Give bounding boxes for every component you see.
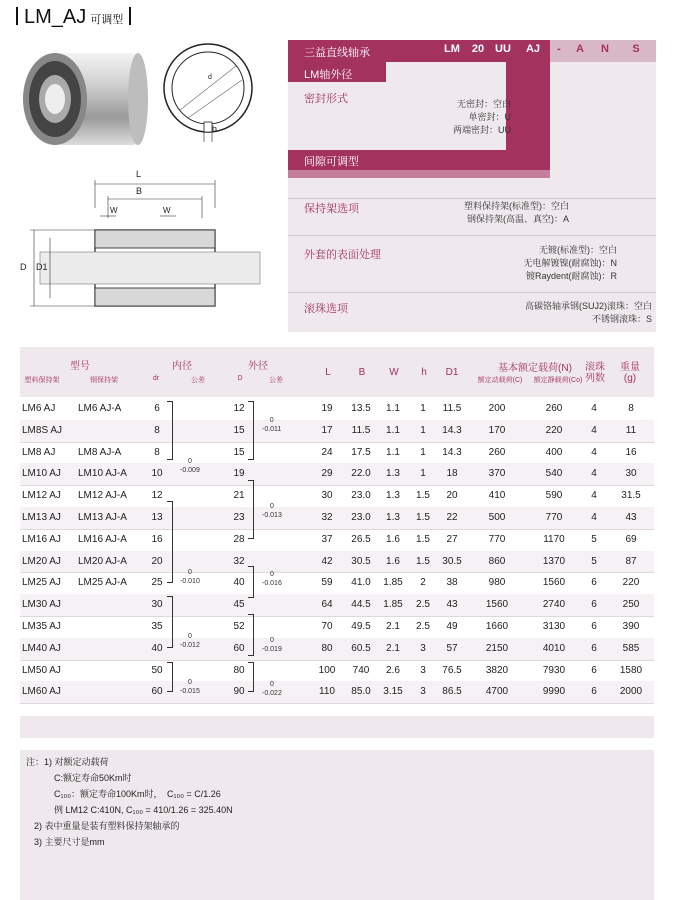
outer-tol-3: 0 -0.016 bbox=[262, 571, 282, 587]
cell-D1: 76.5 bbox=[442, 664, 462, 676]
cell-W: 1.6 bbox=[386, 533, 400, 545]
cell-dr: 60 bbox=[151, 686, 163, 698]
cell-D1: 11.5 bbox=[442, 403, 462, 414]
cell-W: 1.3 bbox=[386, 490, 400, 502]
cell-m2: LM8 AJ-A bbox=[78, 446, 122, 458]
cell-C: 200 bbox=[488, 403, 506, 414]
cell-L: 30 bbox=[321, 490, 333, 502]
dim-d: d bbox=[208, 74, 212, 81]
cell-h: 3 bbox=[420, 642, 426, 654]
cell-C: 770 bbox=[488, 533, 506, 545]
cell-dr: 35 bbox=[151, 621, 163, 632]
cell-W: 1.85 bbox=[383, 577, 403, 589]
cell-m2: LM12 AJ-A bbox=[78, 490, 127, 502]
cell-n: 6 bbox=[591, 664, 597, 676]
surface-option-ni: 无电解镀镍(耐腐蚀)：N bbox=[523, 258, 617, 268]
outer-label: LM轴外径 bbox=[304, 69, 353, 81]
cell-D: 52 bbox=[233, 621, 245, 632]
cell-D: 19 bbox=[233, 468, 245, 480]
inner-tol-3: 0 -0.012 bbox=[180, 633, 200, 649]
cell-C: 410 bbox=[488, 490, 506, 502]
inner-bracket-1 bbox=[167, 401, 173, 460]
code-20: 20 bbox=[471, 43, 485, 55]
cell-g: 8 bbox=[628, 403, 634, 414]
cell-Co: 260 bbox=[545, 403, 563, 414]
inner-bracket-4 bbox=[167, 662, 173, 692]
cell-n: 4 bbox=[591, 424, 597, 436]
outer-tol-1: 0 -0.011 bbox=[262, 417, 282, 433]
table-row bbox=[20, 660, 654, 683]
outer-tol-4: 0 -0.019 bbox=[262, 637, 282, 653]
cell-h: 1.5 bbox=[416, 533, 430, 545]
cell-g: 250 bbox=[622, 599, 640, 611]
cell-dr: 20 bbox=[151, 555, 163, 567]
title-bar-right bbox=[129, 7, 131, 25]
cell-C: 2150 bbox=[485, 642, 509, 654]
note-line-5: 2) 表中重量是装有塑料保持架轴承的 bbox=[34, 821, 180, 831]
cell-n: 6 bbox=[591, 599, 597, 611]
cell-D1: 38 bbox=[446, 577, 458, 589]
cell-h: 3 bbox=[420, 686, 426, 698]
title-main: LM_AJ bbox=[24, 6, 87, 28]
cell-n: 4 bbox=[591, 403, 597, 414]
cell-L: 29 bbox=[321, 468, 333, 480]
table-row bbox=[20, 681, 654, 704]
cell-h: 2 bbox=[420, 577, 426, 589]
outer-bracket-4 bbox=[248, 614, 254, 656]
page-title bbox=[10, 6, 137, 31]
cell-D: 15 bbox=[233, 446, 245, 458]
cell-g: 1580 bbox=[619, 664, 643, 676]
seal-option-none: 无密封：空白 bbox=[456, 99, 511, 109]
dim-h: h bbox=[212, 124, 218, 134]
dim-B: B bbox=[136, 186, 143, 196]
cell-L: 110 bbox=[319, 686, 335, 698]
cell-C: 370 bbox=[488, 468, 506, 480]
adjust-label: 间隙可调型 bbox=[304, 156, 359, 168]
cell-L: 19 bbox=[321, 403, 333, 414]
inner-tol-2: 0 -0.010 bbox=[180, 569, 200, 585]
cell-D1: 14.3 bbox=[442, 424, 462, 436]
th-D1: D1 bbox=[445, 367, 459, 378]
cell-D1: 30.5 bbox=[442, 555, 462, 567]
cell-n: 6 bbox=[591, 642, 597, 654]
cell-D1: 57 bbox=[446, 642, 458, 654]
cell-Co: 9990 bbox=[542, 686, 566, 698]
table-row bbox=[20, 463, 654, 486]
cell-m1: LM16 AJ bbox=[22, 533, 61, 545]
cell-B: 13.5 bbox=[351, 403, 371, 414]
cell-C: 1660 bbox=[485, 621, 509, 632]
surface-option-raydent: 镀Raydent(耐腐蚀)：R bbox=[525, 271, 617, 281]
cell-W: 2.1 bbox=[386, 621, 400, 632]
cell-g: 87 bbox=[625, 555, 637, 567]
bearing-photo bbox=[10, 38, 150, 156]
inner-tol-4: 0 -0.015 bbox=[180, 679, 200, 695]
th-inner-dr: dr bbox=[152, 375, 160, 382]
cell-m2: LM20 AJ-A bbox=[78, 555, 127, 567]
cell-C: 980 bbox=[488, 577, 506, 589]
cell-Co: 220 bbox=[545, 424, 563, 436]
cell-D: 40 bbox=[233, 577, 245, 589]
cell-B: 23.0 bbox=[351, 512, 371, 523]
table-row bbox=[20, 507, 654, 530]
th-outer: 外径 bbox=[248, 361, 268, 372]
inner-tol-1: 0 -0.009 bbox=[180, 458, 200, 474]
surface-label: 外套的表面处理 bbox=[304, 249, 381, 261]
cell-B: 17.5 bbox=[351, 446, 371, 458]
cell-C: 170 bbox=[488, 424, 506, 436]
cell-Co: 3130 bbox=[542, 621, 566, 632]
note-line-4: 例 LM12 C:410N, C₁₀₀ = 410/1.26 = 325.40N bbox=[54, 805, 233, 815]
cell-B: 740 bbox=[352, 664, 370, 676]
code-dash: - bbox=[557, 43, 561, 55]
ball-label: 滚珠选项 bbox=[304, 303, 348, 315]
cell-D1: 86.5 bbox=[442, 686, 462, 698]
cell-g: 16 bbox=[625, 446, 637, 458]
cell-C: 4700 bbox=[485, 686, 509, 698]
cell-D: 15 bbox=[233, 424, 245, 436]
cell-n: 6 bbox=[591, 621, 597, 632]
cell-h: 1.5 bbox=[416, 490, 430, 502]
th-load-co: 额定静载荷(Co) bbox=[533, 377, 583, 384]
cell-dr: 13 bbox=[151, 512, 163, 523]
cell-W: 1.1 bbox=[386, 446, 400, 458]
cell-Co: 1370 bbox=[542, 555, 566, 567]
cell-n: 4 bbox=[591, 446, 597, 458]
cell-B: 60.5 bbox=[351, 642, 371, 654]
cell-dr: 8 bbox=[154, 424, 160, 436]
cell-h: 2.5 bbox=[416, 599, 430, 611]
cell-dr: 12 bbox=[151, 490, 163, 502]
dim-L: L bbox=[136, 169, 142, 179]
cell-m1: LM8S AJ bbox=[22, 424, 63, 436]
cell-dr: 50 bbox=[151, 664, 163, 676]
cell-W: 1.3 bbox=[386, 512, 400, 523]
cell-dr: 6 bbox=[154, 403, 160, 414]
ball-option-suj2: 高碳铬轴承钢(SUJ2)滚珠：空白 bbox=[524, 301, 652, 311]
th-L: L bbox=[325, 367, 331, 378]
th-inner-tol: 公差 bbox=[191, 377, 205, 384]
ball-option-stainless: 不锈钢滚珠：S bbox=[591, 314, 652, 324]
dim-W-right: W bbox=[163, 206, 171, 215]
cell-L: 59 bbox=[321, 577, 333, 589]
cell-Co: 1560 bbox=[542, 577, 566, 589]
title-bar-left bbox=[16, 7, 18, 25]
th-load: 基本额定载荷(N) bbox=[498, 363, 572, 374]
cell-g: 585 bbox=[622, 642, 640, 654]
cell-g: 2000 bbox=[619, 686, 643, 698]
cell-W: 1.6 bbox=[386, 555, 400, 567]
table-row bbox=[20, 420, 654, 443]
th-load-c: 额定动载荷(C) bbox=[477, 377, 523, 384]
table-row bbox=[20, 616, 654, 639]
cell-D1: 18 bbox=[446, 468, 458, 480]
table-row bbox=[20, 442, 654, 465]
cell-D1: 49 bbox=[446, 621, 458, 632]
surface-option-none: 无镀(标准型)：空白 bbox=[539, 245, 617, 255]
cell-n: 4 bbox=[591, 490, 597, 502]
table-row bbox=[20, 572, 654, 595]
th-weight: 重量(g) bbox=[620, 362, 640, 384]
cell-D: 45 bbox=[233, 599, 245, 611]
cell-m1: LM10 AJ bbox=[22, 468, 61, 480]
cell-m1: LM8 AJ bbox=[22, 446, 56, 458]
cell-n: 5 bbox=[591, 555, 597, 567]
inner-bracket-2 bbox=[167, 501, 173, 583]
cell-W: 1.1 bbox=[386, 403, 400, 414]
code-S: S bbox=[632, 43, 640, 55]
cell-Co: 2740 bbox=[542, 599, 566, 611]
cell-C: 1560 bbox=[485, 599, 509, 611]
cell-n: 4 bbox=[591, 512, 597, 523]
cell-Co: 540 bbox=[545, 468, 563, 480]
th-outer-D: D bbox=[237, 375, 243, 382]
cell-m2: LM10 AJ-A bbox=[78, 468, 127, 480]
notes-box bbox=[20, 750, 654, 900]
cell-h: 1.5 bbox=[416, 512, 430, 523]
cell-L: 100 bbox=[318, 664, 336, 676]
cell-D1: 14.3 bbox=[442, 446, 462, 458]
cell-m1: LM50 AJ bbox=[22, 664, 61, 676]
cell-L: 80 bbox=[321, 642, 333, 654]
cell-Co: 4010 bbox=[542, 642, 566, 654]
cell-W: 2.6 bbox=[386, 664, 400, 676]
cell-B: 41.0 bbox=[351, 577, 371, 589]
retainer-option-steel: 钢保持架(高温、真空)：A bbox=[467, 214, 569, 224]
cell-g: 220 bbox=[622, 577, 640, 589]
cell-n: 5 bbox=[591, 533, 597, 545]
cell-Co: 1170 bbox=[543, 533, 565, 545]
cell-m1: LM60 AJ bbox=[22, 686, 61, 698]
dim-W-left: W bbox=[110, 206, 118, 215]
note-line-1: 注：1) 对额定动载荷 bbox=[26, 757, 109, 767]
cell-L: 17 bbox=[321, 424, 333, 436]
title-sub: 可调型 bbox=[90, 14, 124, 26]
cell-C: 860 bbox=[488, 555, 506, 567]
table-row bbox=[20, 551, 654, 574]
cell-C: 500 bbox=[488, 512, 506, 523]
cell-D: 23 bbox=[233, 512, 245, 523]
dim-D: D bbox=[20, 262, 27, 272]
outer-tol-2: 0 -0.013 bbox=[262, 503, 282, 519]
side-section-drawing bbox=[20, 168, 265, 313]
cell-W: 1.85 bbox=[383, 599, 403, 611]
outer-tol-5: 0 -0.022 bbox=[262, 681, 282, 697]
cell-L: 64 bbox=[321, 599, 333, 611]
code-UU: UU bbox=[495, 43, 511, 55]
cell-dr: 10 bbox=[151, 468, 163, 480]
cell-C: 260 bbox=[488, 446, 506, 458]
cell-D: 90 bbox=[233, 686, 245, 698]
table-row bbox=[20, 638, 654, 661]
cell-m1: LM30 AJ bbox=[22, 599, 61, 611]
cell-h: 1 bbox=[420, 446, 426, 458]
cell-L: 32 bbox=[321, 512, 333, 523]
cell-D: 21 bbox=[233, 490, 245, 502]
table-row bbox=[20, 398, 654, 421]
cell-dr: 16 bbox=[151, 533, 163, 545]
th-h: h bbox=[421, 367, 427, 378]
retainer-option-plastic: 塑料保持架(标准型)：空白 bbox=[464, 201, 569, 211]
cell-dr: 25 bbox=[151, 577, 163, 589]
th-rows-balls: 滚珠列数 bbox=[585, 362, 605, 384]
cell-B: 30.5 bbox=[351, 555, 371, 567]
seal-option-single: 单密封：U bbox=[468, 112, 511, 122]
cell-dr: 30 bbox=[151, 599, 163, 611]
cell-D1: 43 bbox=[446, 599, 458, 611]
cell-m1: LM13 AJ bbox=[22, 512, 61, 523]
cell-D: 12 bbox=[233, 403, 245, 414]
cell-h: 3 bbox=[420, 664, 426, 676]
cell-g: 390 bbox=[622, 621, 640, 632]
code-AJ: AJ bbox=[525, 43, 541, 55]
outer-bracket-2 bbox=[248, 480, 254, 539]
cell-m2: LM16 AJ-A bbox=[78, 533, 127, 545]
cell-n: 4 bbox=[591, 468, 597, 480]
cell-g: 11 bbox=[625, 424, 637, 436]
seal-option-double: 两端密封：UU bbox=[453, 125, 511, 135]
cell-h: 2.5 bbox=[416, 621, 430, 632]
cell-D1: 27 bbox=[446, 533, 458, 545]
retainer-label: 保持架选项 bbox=[304, 203, 359, 215]
inner-bracket-3 bbox=[167, 596, 173, 648]
cell-L: 70 bbox=[321, 621, 333, 632]
cell-m1: LM40 AJ bbox=[22, 642, 61, 654]
cell-Co: 400 bbox=[545, 446, 563, 458]
cell-h: 1 bbox=[420, 403, 426, 414]
cell-W: 3.15 bbox=[383, 686, 403, 698]
cell-Co: 770 bbox=[545, 512, 563, 523]
note-line-6: 3) 主要尺寸是mm bbox=[34, 837, 105, 847]
cell-B: 22.0 bbox=[351, 468, 371, 480]
cell-h: 1 bbox=[420, 424, 426, 436]
outer-bracket-3 bbox=[248, 566, 254, 598]
table-row bbox=[20, 485, 654, 508]
th-W: W bbox=[389, 367, 399, 378]
cell-B: 23.0 bbox=[351, 490, 371, 502]
cell-B: 49.5 bbox=[351, 621, 371, 632]
cell-C: 3820 bbox=[485, 664, 509, 676]
code-LM: LM bbox=[444, 43, 460, 55]
cell-h: 1.5 bbox=[416, 555, 430, 567]
cell-m1: LM6 AJ bbox=[22, 403, 56, 414]
outer-bracket-1 bbox=[248, 401, 254, 460]
note-line-3: C₁₀₀：额定寿命100Km时， C₁₀₀ = C/1.26 bbox=[54, 789, 221, 799]
th-B: B bbox=[358, 367, 366, 378]
cell-B: 44.5 bbox=[351, 599, 371, 611]
table-row bbox=[20, 594, 654, 617]
cell-m1: LM20 AJ bbox=[22, 555, 61, 567]
th-model-plastic: 塑料保持架 bbox=[24, 377, 60, 384]
cell-n: 6 bbox=[591, 577, 597, 589]
cell-g: 30 bbox=[625, 468, 637, 480]
cell-D1: 22 bbox=[446, 512, 458, 523]
outer-bracket-5 bbox=[248, 662, 254, 692]
code-header-label: 三益直线轴承 bbox=[304, 47, 370, 59]
cell-m1: LM12 AJ bbox=[22, 490, 61, 502]
cell-B: 11.5 bbox=[351, 424, 371, 436]
th-outer-tol: 公差 bbox=[269, 377, 283, 384]
cell-B: 85.0 bbox=[351, 686, 371, 698]
cell-D: 32 bbox=[233, 555, 245, 567]
th-model-steel: 钢保持架 bbox=[90, 377, 118, 384]
cell-D: 80 bbox=[233, 664, 245, 676]
table-footer-band bbox=[20, 716, 654, 738]
th-model: 型号 bbox=[70, 361, 90, 372]
cell-Co: 590 bbox=[545, 490, 563, 502]
cell-D1: 20 bbox=[446, 490, 458, 502]
cell-D: 60 bbox=[233, 642, 245, 654]
cell-g: 43 bbox=[625, 512, 637, 523]
cell-g: 31.5 bbox=[621, 490, 641, 502]
cell-g: 69 bbox=[625, 533, 637, 545]
cell-dr: 8 bbox=[154, 446, 160, 458]
code-A: A bbox=[576, 43, 584, 55]
cell-L: 24 bbox=[321, 446, 333, 458]
cell-Co: 7930 bbox=[542, 664, 566, 676]
cell-m2: LM13 AJ-A bbox=[78, 512, 127, 523]
end-view-drawing bbox=[160, 40, 260, 150]
cell-dr: 40 bbox=[151, 642, 163, 654]
cell-D: 28 bbox=[233, 533, 245, 545]
seal-label: 密封形式 bbox=[304, 93, 348, 105]
code-N: N bbox=[601, 43, 609, 55]
code-panel bbox=[288, 40, 656, 332]
cell-m2: LM6 AJ-A bbox=[78, 403, 122, 414]
cell-B: 26.5 bbox=[351, 533, 371, 545]
cell-L: 42 bbox=[321, 555, 333, 567]
cell-n: 6 bbox=[591, 686, 597, 698]
dim-D1: D1 bbox=[36, 262, 48, 272]
cell-W: 2.1 bbox=[386, 642, 400, 654]
cell-m2: LM25 AJ-A bbox=[78, 577, 127, 589]
cell-W: 1.1 bbox=[386, 424, 400, 436]
cell-m1: LM35 AJ bbox=[22, 621, 61, 632]
cell-h: 1 bbox=[420, 468, 426, 480]
cell-m1: LM25 AJ bbox=[22, 577, 61, 589]
th-inner: 内径 bbox=[172, 361, 192, 372]
cell-L: 37 bbox=[321, 533, 333, 545]
table-row bbox=[20, 529, 654, 552]
note-line-2: C:额定寿命50Km时 bbox=[54, 773, 132, 783]
cell-W: 1.3 bbox=[386, 468, 400, 480]
